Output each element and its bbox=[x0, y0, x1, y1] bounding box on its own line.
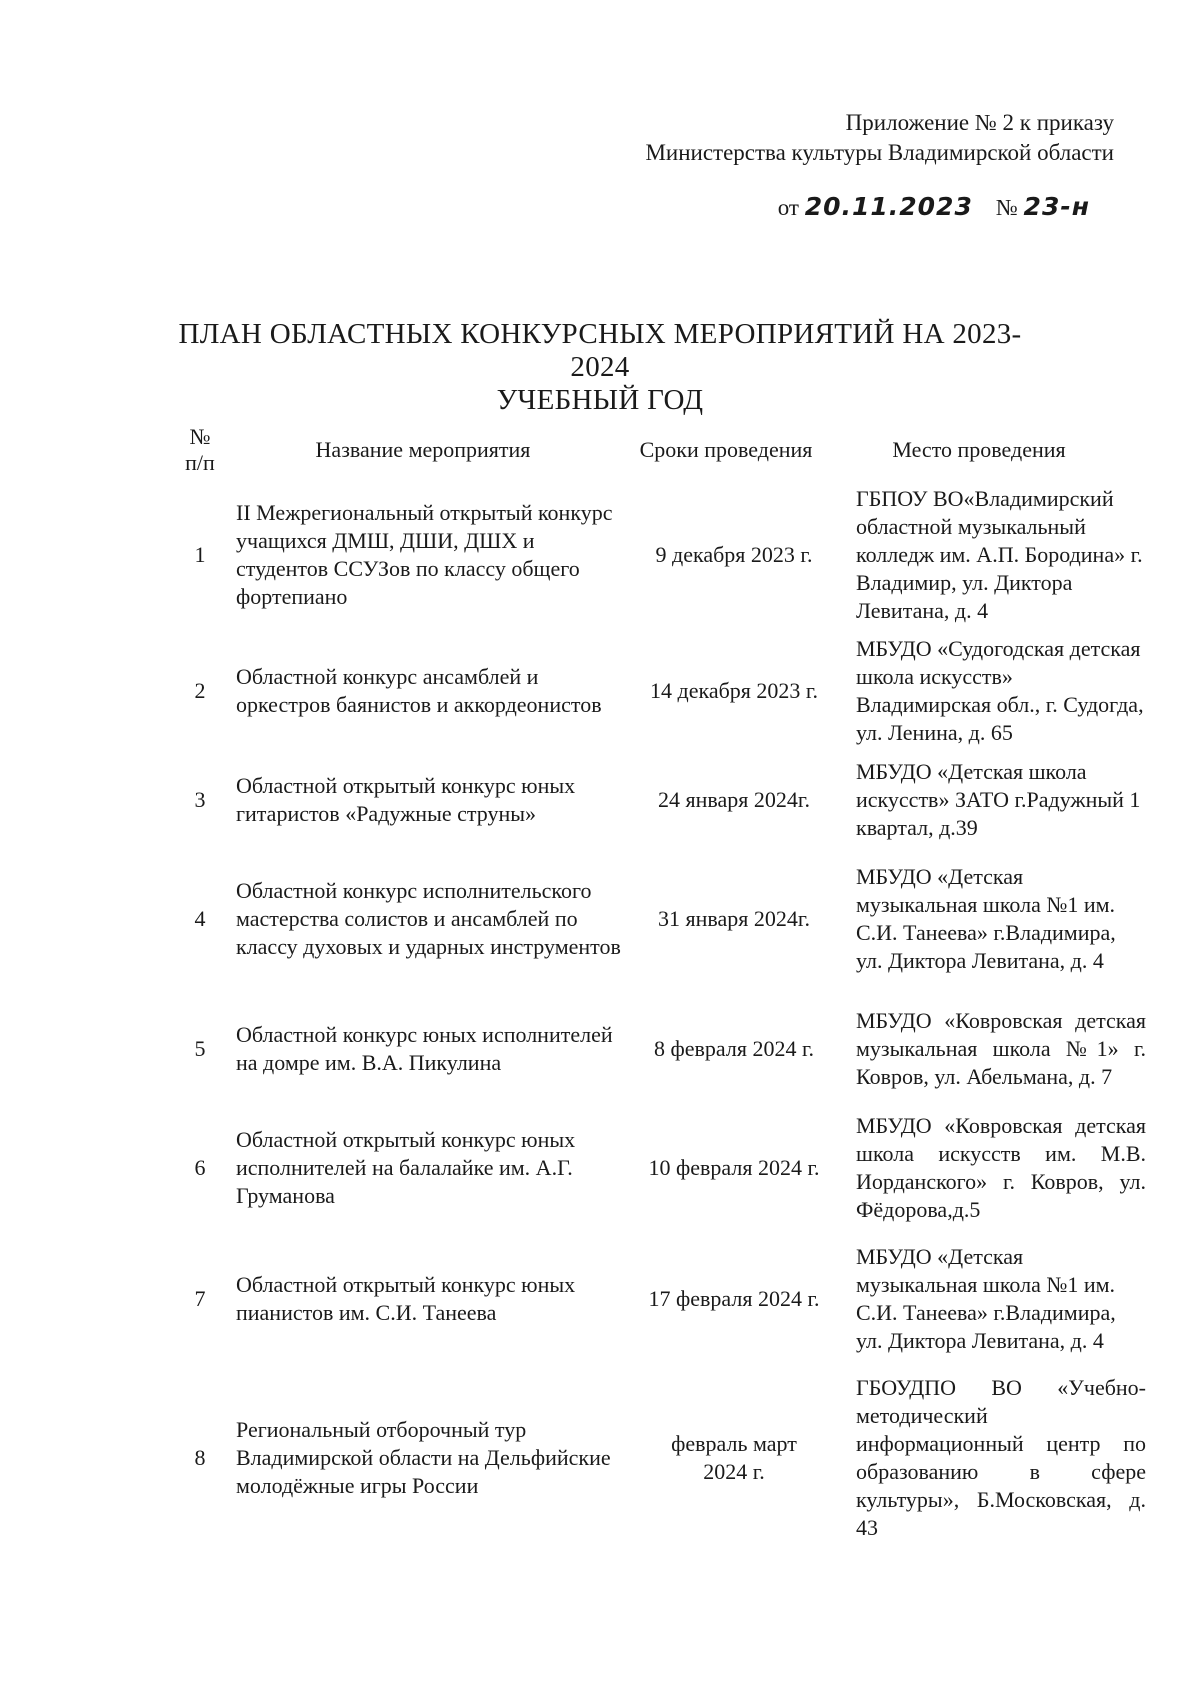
event-date: 9 декабря 2023 г. bbox=[655, 542, 813, 567]
document-title bbox=[150, 318, 1050, 417]
event-place: МБУДО «Детская школа искусств» ЗАТО г.Радужный 1 квартал, д.39 bbox=[856, 759, 1141, 840]
event-place: МБУДО «Детская музыкальная школа №1 им. С.И. Танеева» г.Владимира, ул. Диктора Левитана, д. 4 bbox=[856, 1244, 1116, 1353]
order-number: 23-н bbox=[1023, 192, 1090, 221]
row-number: 2 bbox=[194, 678, 206, 703]
order-reference bbox=[778, 190, 1090, 225]
event-date: 31 января 2024г. bbox=[658, 906, 810, 931]
title-line-1: ПЛАН ОБЛАСТНЫХ КОНКУРСНЫХ МЕРОПРИЯТИЙ НА 2023-2024 bbox=[178, 318, 1022, 383]
event-name: Областной открытый конкурс юных пианистов им. С.И. Танеева bbox=[236, 1272, 576, 1325]
header-place: Место проведения bbox=[892, 437, 1066, 462]
row-number: 4 bbox=[194, 906, 206, 931]
row-number: 6 bbox=[194, 1155, 206, 1180]
event-name: Региональный отборочный тур Владимирской области на Дельфийские молодёжные игры России bbox=[236, 1417, 611, 1498]
table-row bbox=[172, 630, 1150, 752]
event-date: 8 февраля 2024 г. bbox=[653, 1036, 814, 1061]
order-date: 20.11.2023 bbox=[804, 192, 973, 221]
title-line-2: УЧЕБНЫЙ ГОД bbox=[496, 384, 704, 416]
event-place: ГБПОУ ВО«Владимирский областной музыкальный колледж им. А.П. Бородина» г. Владимир, ул. Диктора Левитана, д. 4 bbox=[856, 486, 1143, 623]
table-row bbox=[172, 990, 1150, 1108]
appendix-note bbox=[494, 108, 1114, 168]
event-place: МБУДО «Ковровская детская музыкальная школа №1» г. Ковров, ул. Абельмана, д. 7 bbox=[856, 1008, 1146, 1089]
order-number-label: № bbox=[995, 195, 1018, 220]
events-table bbox=[172, 420, 1150, 1546]
row-number: 3 bbox=[194, 787, 206, 812]
event-date: 24 января 2024г. bbox=[658, 787, 810, 812]
order-prefix: от bbox=[777, 195, 799, 220]
table-row bbox=[172, 752, 1150, 848]
event-name: Областной открытый конкурс юных исполнителей на балалайке им. А.Г. Груманова bbox=[236, 1127, 576, 1208]
event-place: МБУДО «Детская музыкальная школа №1 им. С.И. Танеева» г.Владимира, ул. Диктора Левитана, д. 4 bbox=[856, 864, 1116, 973]
appendix-line-1: Приложение № 2 к приказу bbox=[845, 110, 1114, 135]
table-row bbox=[172, 1370, 1150, 1546]
row-number: 7 bbox=[194, 1286, 206, 1311]
header-name: Название мероприятия bbox=[315, 437, 531, 462]
event-name: Областной конкурс юных исполнителей на домре им. В.А. Пикулина bbox=[236, 1022, 613, 1075]
table-row bbox=[172, 1108, 1150, 1228]
event-date: 14 декабря 2023 г. bbox=[650, 678, 818, 703]
appendix-line-2: Министерства культуры Владимирской области bbox=[645, 140, 1114, 165]
event-place: МБУДО «Судогодская детская школа искусств» Владимирская обл., г. Судогда, ул. Ленина, д. 65 bbox=[856, 636, 1144, 745]
table-row bbox=[172, 480, 1150, 630]
event-date: 17 февраля 2024 г. bbox=[648, 1286, 820, 1311]
event-name: Областной открытый конкурс юных гитаристов «Радужные струны» bbox=[236, 773, 576, 826]
event-name: Областной конкурс исполнительского мастерства солистов и ансамблей по классу духовых и ударных инструментов bbox=[236, 878, 621, 959]
header-number: № п/п bbox=[185, 424, 215, 475]
header-date: Сроки проведения bbox=[639, 437, 813, 462]
event-date: февраль март 2024 г. bbox=[671, 1431, 797, 1484]
table-row bbox=[172, 848, 1150, 990]
event-name: Областной конкурс ансамблей и оркестров баянистов и аккордеонистов bbox=[236, 664, 602, 717]
event-name: II Межрегиональный открытый конкурс учащихся ДМШ, ДШИ, ДШХ и студентов ССУЗов по классу общего фортепиано bbox=[236, 500, 613, 609]
table-header-row bbox=[172, 420, 1150, 480]
event-place: ГБОУДПО ВО «Учебно-методический информационный центр по образованию в сфере культуры», Б.Московская, д. 43 bbox=[856, 1375, 1146, 1540]
event-date: 10 февраля 2024 г. bbox=[648, 1155, 820, 1180]
row-number: 5 bbox=[194, 1036, 206, 1061]
table-row bbox=[172, 1228, 1150, 1370]
row-number: 8 bbox=[194, 1445, 206, 1470]
event-place: МБУДО «Ковровская детская школа искусств им. М.В. Иорданского» г. Ковров, ул. Фёдорова,д.5 bbox=[856, 1113, 1146, 1222]
row-number: 1 bbox=[194, 542, 206, 567]
